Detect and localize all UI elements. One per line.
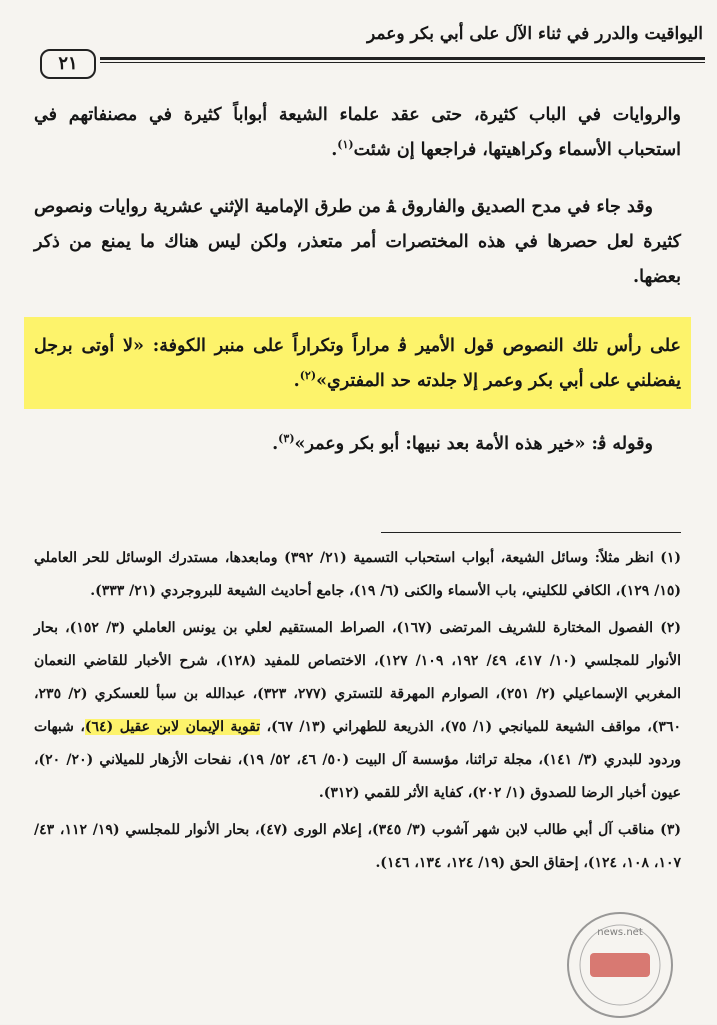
footnote-3: (٣) مناقب آل أبي طالب لابن شهر آشوب (٣/ ٣٤٥)، إعلام الورى (٤٧)، بحار الأنوار للمجلسي (١٩/ ١١٢، ٤٣/ ١٠٧، ١٠٨، ١٢٤)، إحقاق الحق (١٩/ ١٢٤، ١٣٤، ١٤٦). xyxy=(34,822,681,871)
main-text xyxy=(34,98,681,484)
footnote-ref-1[interactable]: (١) xyxy=(337,138,354,152)
footnote-ref-2[interactable]: (٢) xyxy=(299,369,317,383)
paragraph-3: وقوله ﭬ: «خير هذه الأمة بعد نبيها: أبو بكر وعمر»$^{(٣)}$. xyxy=(272,432,653,454)
page-number: ٢١ xyxy=(40,49,96,79)
footnotes xyxy=(34,542,681,884)
paragraph-2: وقد جاء في مدح الصديق والفاروق ﭭ من طرق الإمامية الإثني عشرية روايات ونصوص كثيرة لعل حصرها في هذه المختصرات أمر متعذر، ولكن ليس هناك ما يمنع من ذكر بعضها. xyxy=(34,197,681,287)
footnote-2: (٢) الفصول المختارة للشريف المرتضى (١٦٧)، الصراط المستقيم لعلي بن يونس العاملي (٣/ ١٥٢)، بحار الأنوار للمجلسي (١٠/ ٤١٧، ٤٩/ ١٩٢، ١٠٩/ ١٢٧)، الاختصاص للمفيد (١٢٨)، شرح الأخبار للقاضي النعمان المغربي الإسماعيلي (٢/ ٢٥١)، الصوارم المهرقة للتستري (٢٧٧، ٣٢٣)، عبدالله بن سبأ للعسكري (٢/ ٢٣٥، ٣٦٠)، مواقف الشيعة للميانجي (١/ ٧٥)، الذريعة للطهراني (١٣/ ٦٧)، تقوية الإيمان لابن عقيل (٦٤)، شبهات وردود للبدري (٣/ ١٤١)، مجلة تراثنا، مؤسسة آل البيت (٥٠/ ٤٦، ٥٢/ ١٩)، نفحات الأزهار للميلاني (٢٠/ ٢٠)، عيون أخبار الرضا للصدوق (١/ ٢٠٢)، كفاية الأثر للقمي (٣١٢). xyxy=(34,620,681,801)
paragraph-1: والروايات في الباب كثيرة، حتى عقد علماء الشيعة أبواباً كثيرة في مصنفاتهم في استحباب الأسماء وكراهيتها، فراجعها إن شئت$^{(١)}$. xyxy=(34,105,681,160)
watermark-stamp xyxy=(560,905,680,1025)
highlighted-paragraph: على رأس تلك النصوص قول الأمير ﭬ مراراً وتكراراً على منبر الكوفة: «لا أوتى برجل يفضلني على أبي بكر وعمر إلا جلدته حد المفتري»$^{(٢)}$. xyxy=(24,317,691,409)
watermark-text: news.net xyxy=(597,927,643,938)
footnote-separator xyxy=(381,532,681,533)
header-rule xyxy=(100,57,705,63)
footnote-ref-3[interactable]: (٣) xyxy=(278,432,295,446)
running-header-title: اليواقيت والدرر في ثناء الآل على أبي بكر وعمر xyxy=(366,24,703,44)
footnote-1: (١) انظر مثلاً: وسائل الشيعة، أبواب استحباب التسمية (٢١/ ٣٩٢) ومابعدها، مستدرك الوسائل للحر العاملي (١٥/ ١٢٩)، الكافي للكليني، باب الأسماء والكنى (٦/ ١٩)، جامع أحاديث الشيعة للبروجردي (٢١/ ٣٣٣). xyxy=(34,550,681,599)
highlighted-citation: تقوية الإيمان لابن عقيل (٦٤) xyxy=(84,719,261,735)
